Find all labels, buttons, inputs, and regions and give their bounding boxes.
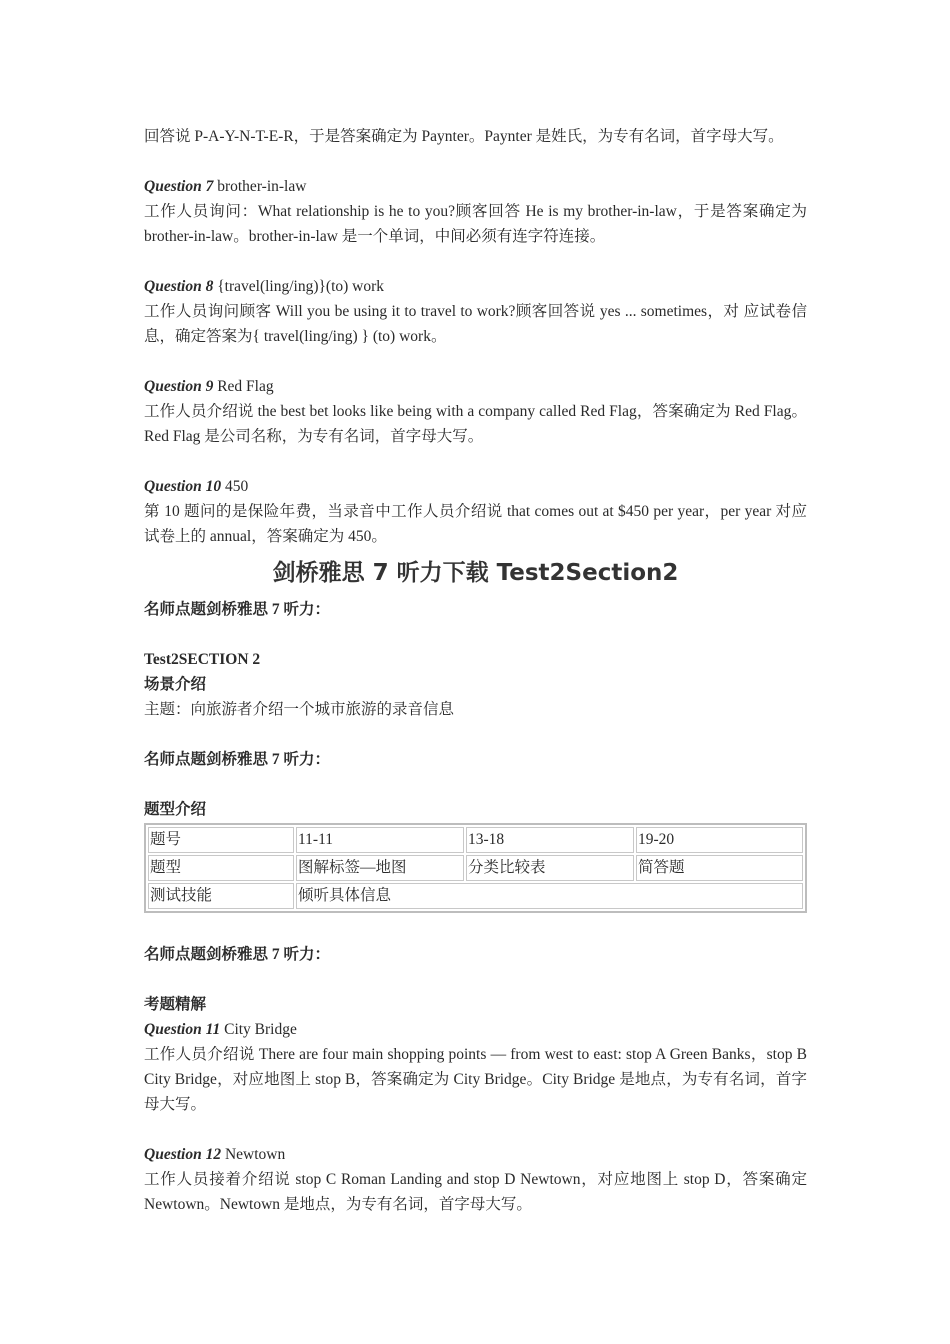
teacher-heading: 名师点题剑桥雅思 7 听力： <box>144 601 331 618</box>
table-cell: 题号 <box>148 827 294 853</box>
table-cell: 测试技能 <box>148 883 294 909</box>
table-row <box>148 855 803 881</box>
scene-heading: 场景介绍 <box>144 676 207 693</box>
question-7-explanation: 工作人员询问：What relationship is he to you?顾客回答 He is my brother-in-law，于是答案确定为 brother-in-law。brother-in-law 是一个单词，中间必须有连字符连接。 <box>144 203 807 245</box>
question-9-explanation: 工作人员介绍说 the best bet looks like being with a company called Red Flag，答案确定为 Red Flag。Red Flag 是公司名称，为专有名词，首字母大写。 <box>144 403 807 445</box>
question-type-table <box>144 823 807 913</box>
paynter-explanation: 回答说 P-A-Y-N-T-E-R，于是答案确定为 Paynter。Paynter 是姓氏，为专有名词，首字母大写。 <box>144 128 784 145</box>
analysis-heading: 考题精解 <box>144 996 207 1013</box>
question-11-heading <box>144 1017 807 1042</box>
teacher-heading: 名师点题剑桥雅思 7 听力： <box>144 751 331 768</box>
table-row <box>148 827 803 853</box>
question-9-heading <box>144 374 807 399</box>
table-cell: 11-11 <box>296 827 464 853</box>
table-cell: 19-20 <box>636 827 803 853</box>
question-9-label: Question 9 <box>144 378 214 395</box>
question-12-explanation: 工作人员接着介绍说 stop C Roman Landing and stop D Newtown，对应地图上 stop D，答案确定 Newtown。Newtown 是地点，为专有名词，首字母大写。 <box>144 1171 807 1213</box>
question-8-label: Question 8 <box>144 278 214 295</box>
question-7-heading <box>144 174 807 199</box>
table-cell: 分类比较表 <box>466 855 634 881</box>
question-10-label: Question 10 <box>144 478 222 495</box>
teacher-heading: 名师点题剑桥雅思 7 听力： <box>144 946 331 963</box>
test-section-heading: Test2SECTION 2 <box>144 651 261 668</box>
document-body <box>144 124 807 1217</box>
topic-line: 主题：向旅游者介绍一个城市旅游的录音信息 <box>144 701 455 718</box>
table-row <box>148 883 803 909</box>
question-11-label: Question 11 <box>144 1021 221 1038</box>
question-11-explanation: 工作人员介绍说 There are four main shopping points — from west to east: stop A Green Banks，stop B City Bridge，对应地图上 stop B，答案确定为 City Bridge。City Bridge 是地点，为专有名词，首字母大写。 <box>144 1046 807 1113</box>
question-10-heading <box>144 474 807 499</box>
question-11-answer: City Bridge <box>220 1021 297 1038</box>
question-8-heading <box>144 274 807 299</box>
question-8-answer: {travel(ling/ing)}(to) work <box>213 278 385 295</box>
question-type-heading: 题型介绍 <box>144 801 207 818</box>
question-12-label: Question 12 <box>144 1146 222 1163</box>
question-10-answer: 450 <box>221 478 249 495</box>
table-cell: 图解标签—地图 <box>296 855 464 881</box>
table-cell: 简答题 <box>636 855 803 881</box>
question-12-answer: Newtown <box>221 1146 286 1163</box>
question-7-label: Question 7 <box>144 178 214 195</box>
question-7-answer: brother-in-law <box>213 178 307 195</box>
table-cell: 题型 <box>148 855 294 881</box>
section-title: 剑桥雅思 7 听力下载 Test2Section2 <box>272 560 679 586</box>
table-cell: 倾听具体信息 <box>296 883 803 909</box>
question-9-answer: Red Flag <box>213 378 274 395</box>
question-8-explanation: 工作人员询问顾客 Will you be using it to travel to work?顾客回答说 yes ... sometimes，对 应试卷信息，确定答案为{ travel(ling/ing) } (to) work。 <box>144 303 807 345</box>
table-cell: 13-18 <box>466 827 634 853</box>
question-10-explanation: 第 10 题问的是保险年费，当录音中工作人员介绍说 that comes out at $450 per year，per year 对应试卷上的 annual，答案确定为 450。 <box>144 503 807 545</box>
question-12-heading <box>144 1142 807 1167</box>
